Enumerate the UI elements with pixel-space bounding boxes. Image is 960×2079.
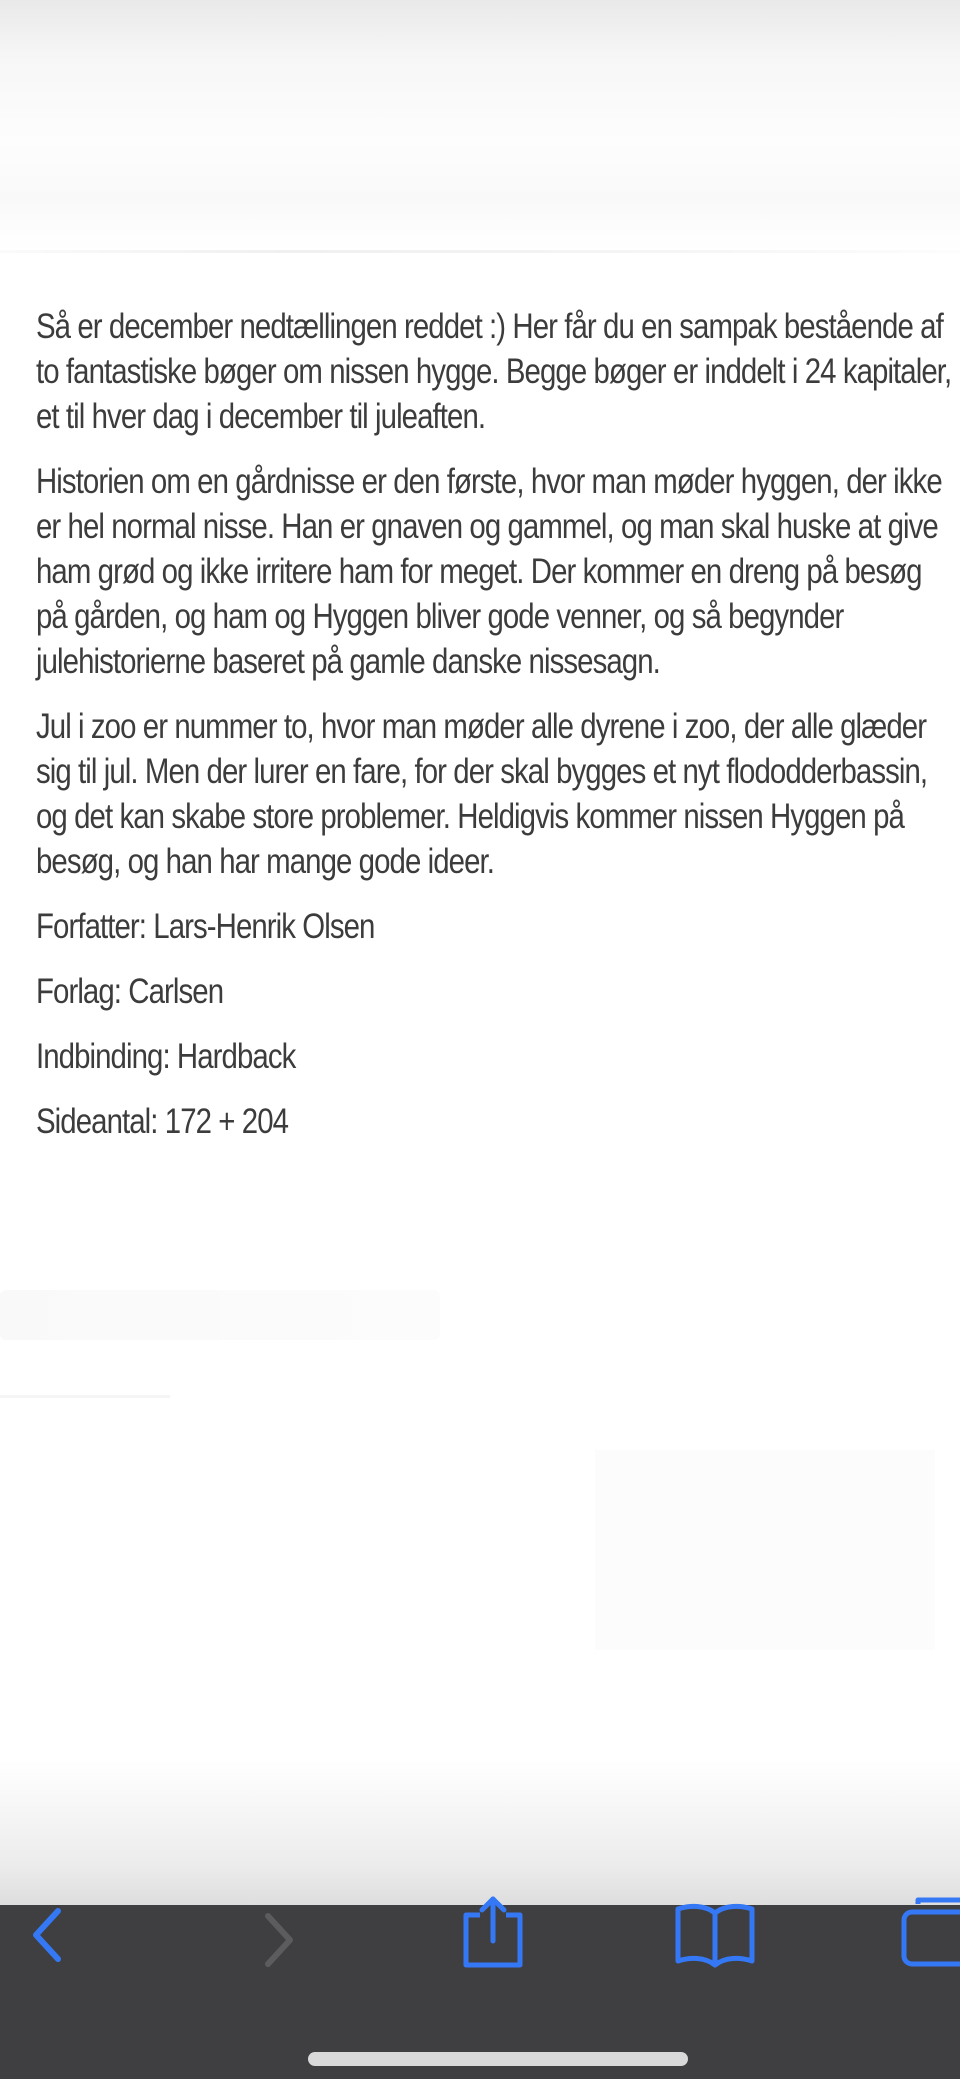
forward-button[interactable] xyxy=(248,1905,308,1975)
faded-underline xyxy=(0,1395,170,1398)
faded-section-heading xyxy=(0,1290,440,1340)
description-paragraph: Jul i zoo er nummer to, hvor man møder alle dyrene i zoo, der alle glæder sig til jul. Men der lurer en fare, for der skal bygges et nyt flododderbassin, og det kan skabe store problemer. Heldigvis kommer nissen Hyggen på besøg, og han har mange gode ideer. xyxy=(36,707,928,881)
page-count-detail: Sideantal: 172 + 204 xyxy=(36,1102,289,1141)
description-paragraph: Så er december nedtællingen reddet :) Her får du en sampak bestående af to fantastiske bøger om nissen hygge. Begge bøger er inddelt i 24 kapitaler, et til hver dag i december til juleaften. xyxy=(36,307,952,436)
tabs-button[interactable] xyxy=(898,1890,960,1970)
description-paragraph: Historien om en gårdnisse er den første, hvor man møder hyggen, der ikke er hel normal nisse. Han er gnaven og gammel, og man skal huske at give ham grød og ikke irritere ham for meget. Der kommer en dreng på besøg på gården, og ham og Hyggen bliver gode venner, og så begynder julehistorierne baseret på gamle danske nissesagn. xyxy=(36,462,942,681)
chevron-left-icon xyxy=(28,1905,68,1965)
divider xyxy=(0,250,960,253)
faded-header-area xyxy=(0,0,960,270)
back-button[interactable] xyxy=(18,1900,78,1970)
author-detail: Forfatter: Lars-Henrik Olsen xyxy=(36,907,375,946)
share-button[interactable] xyxy=(458,1895,528,1970)
book-icon xyxy=(672,1895,758,1970)
binding-detail: Indbinding: Hardback xyxy=(36,1037,296,1076)
share-icon xyxy=(458,1895,528,1970)
bottom-fade xyxy=(0,1760,960,1910)
home-indicator[interactable] xyxy=(308,2052,688,2066)
faded-product-card xyxy=(595,1450,935,1650)
tabs-icon xyxy=(898,1890,960,1970)
bookmarks-button[interactable] xyxy=(672,1895,758,1970)
product-description xyxy=(36,304,956,1164)
publisher-detail: Forlag: Carlsen xyxy=(36,972,224,1011)
chevron-right-icon xyxy=(258,1910,298,1970)
